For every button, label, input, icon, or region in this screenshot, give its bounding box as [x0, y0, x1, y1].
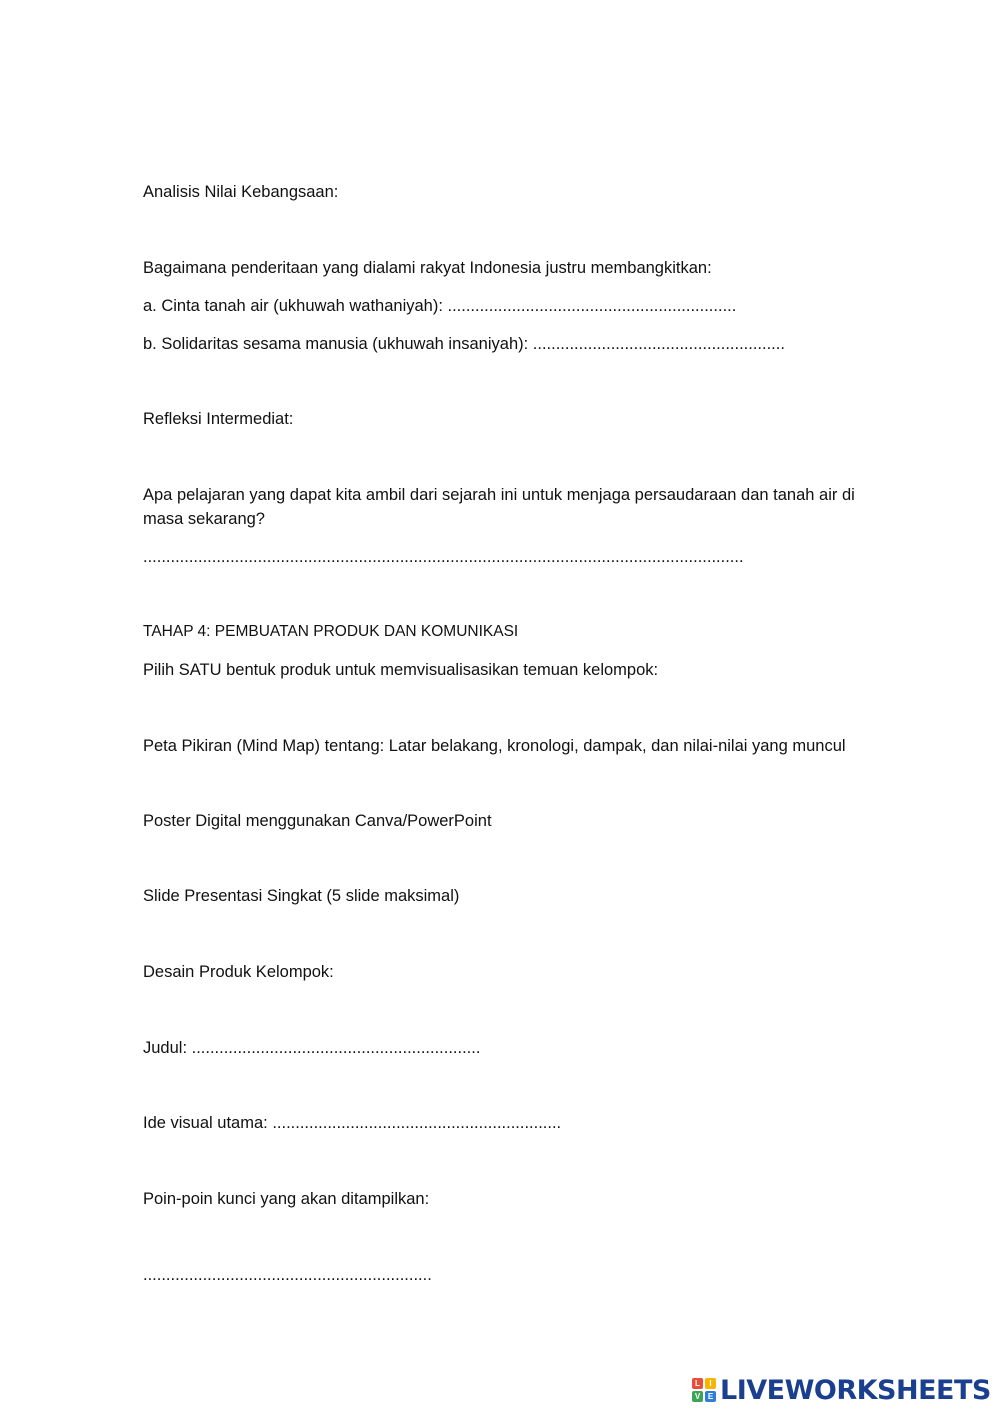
logo-tile-i: I — [705, 1378, 716, 1389]
poin-kunci-heading: Poin-poin kunci yang akan ditampilkan: — [143, 1190, 430, 1208]
option-slide: Slide Presentasi Singkat (5 slide maksimal) — [143, 887, 460, 905]
ide-visual-line: Ide visual utama: ............................................................... — [143, 1114, 562, 1132]
item-b-solidaritas: b. Solidaritas sesama manusia (ukhuwah insaniyah): ....................................................... — [143, 335, 785, 353]
option-poster: Poster Digital menggunakan Canva/PowerPoint — [143, 812, 492, 830]
analisis-heading: Analisis Nilai Kebangsaan: — [143, 183, 339, 201]
logo-text: LIVEWORKSHEETS — [720, 1374, 991, 1406]
logo-grid-icon — [692, 1378, 716, 1402]
logo-tile-l: L — [692, 1378, 703, 1389]
refleksi-question: Apa pelajaran yang dapat kita ambil dari sejarah ini untuk menjaga persaudaraan dan tanah air di masa sekarang? — [143, 486, 855, 528]
judul-line: Judul: ............................................................... — [143, 1039, 481, 1057]
refleksi-answer-line: ................................................................................................................................... — [143, 548, 744, 566]
poin-kunci-answer-line: ............................................................... — [143, 1266, 432, 1284]
logo-tile-v: V — [692, 1391, 703, 1402]
refleksi-heading: Refleksi Intermediat: — [143, 410, 294, 428]
tahap4-instruction: Pilih SATU bentuk produk untuk memvisualisasikan temuan kelompok: — [143, 661, 659, 679]
item-a-cinta-tanah-air: a. Cinta tanah air (ukhuwah wathaniyah): ............................................................... — [143, 297, 737, 315]
logo-tile-e: E — [705, 1391, 716, 1402]
option-mind-map: Peta Pikiran (Mind Map) tentang: Latar belakang, kronologi, dampak, dan nilai-nilai yang muncul — [143, 737, 846, 755]
desain-heading: Desain Produk Kelompok: — [143, 963, 334, 981]
liveworksheets-logo — [692, 1373, 991, 1407]
tahap4-heading: TAHAP 4: PEMBUATAN PRODUK DAN KOMUNIKASI — [143, 623, 519, 640]
analisis-question: Bagaimana penderitaan yang dialami rakyat Indonesia justru membangkitkan: — [143, 259, 712, 277]
